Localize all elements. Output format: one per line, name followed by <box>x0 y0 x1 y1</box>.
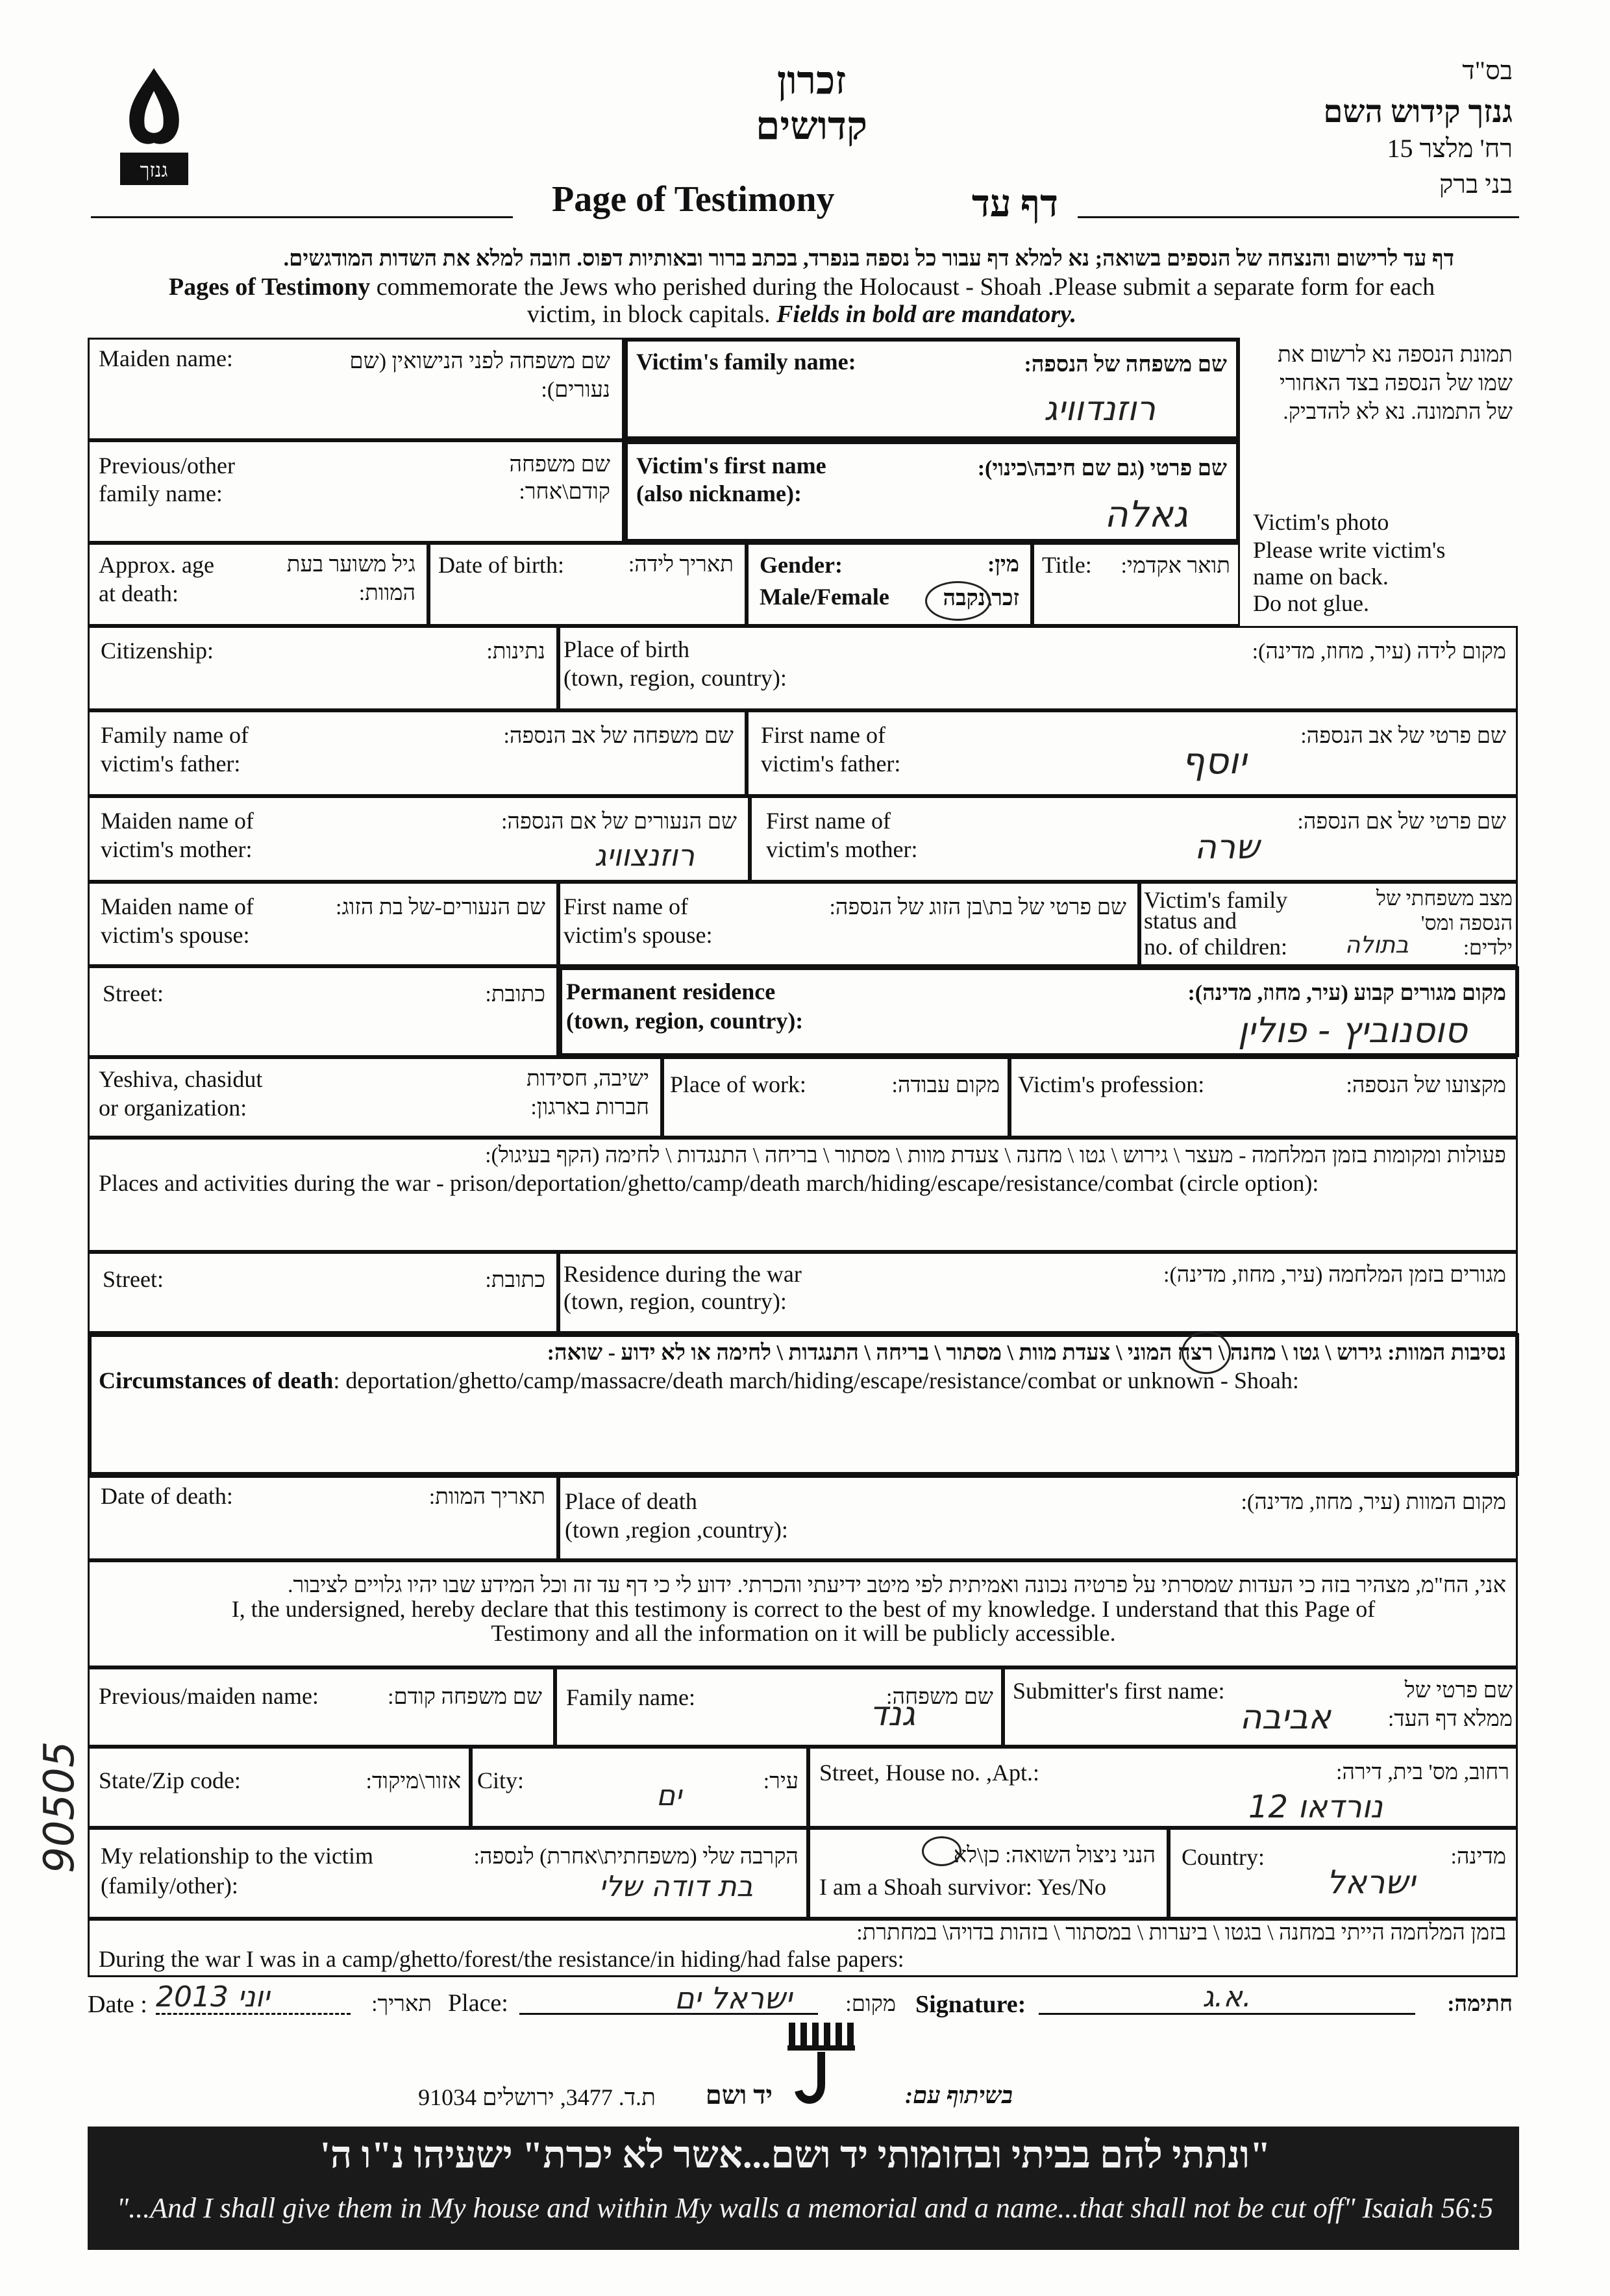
smaid-label-en-2: victim's spouse: <box>101 922 250 948</box>
place-label-he: מקום: <box>845 1992 896 2016</box>
sub-fam-value: גנד <box>869 1695 915 1734</box>
city-label-he: עיר: <box>763 1769 799 1793</box>
prev-label-en-1: Previous/other <box>99 453 235 479</box>
mfirst-label-he: שם פרטי של אם הנספה: <box>1297 810 1506 834</box>
place-label-en: Place: <box>448 1990 508 2017</box>
intro-en-line1 <box>84 273 1519 301</box>
date-value-text: 2013 יוני <box>156 1980 270 2014</box>
status-label-en-3: no. of children: <box>1144 934 1287 960</box>
family-label-en: Victim's family name: <box>636 349 856 375</box>
yeshiva-label-he: ישיבה, חסידות חברות בארגון: <box>526 1067 649 1119</box>
sub-first-value: אביבה <box>1239 1698 1331 1737</box>
prev-label-he: שם משפחה קודם\אחר: <box>509 453 610 504</box>
quote-he: "ונתתי להם בביתי ובחומותי יד ושם...אשר לא יכרת" ישעיהו נ"ו ה' <box>319 2134 1271 2176</box>
mfirst-label-en-2: victim's mother: <box>766 836 918 862</box>
places-label-en: Places and activities during the war - prison/deportation/ghetto/camp/death march/hiding/escape/resistance/combat (circle option): <box>99 1170 1319 1196</box>
sub-street-label-en: Street, House no. ,Apt.: <box>819 1760 1039 1786</box>
mmaid-label-en-1: Maiden name of <box>101 808 254 834</box>
sfirst-label-en-1: First name of <box>564 893 688 919</box>
mfirst-value: שרה <box>1194 828 1259 867</box>
gender-circle-female <box>925 581 991 621</box>
kedoshim-title: קדושים <box>756 105 867 147</box>
sign-value[interactable] <box>1039 1980 1415 2015</box>
sub-first-label-he: שם פרטי של ממלא דף העד: <box>1387 1678 1513 1731</box>
ffirst-label-he: שם פרטי של אב הנספה: <box>1300 724 1506 748</box>
during-label-en: During the war I was in a camp/ghetto/forest/the resistance/in hiding/had false papers: <box>99 1946 904 1972</box>
age-label-he: גיל משוער בעת המוות: <box>286 553 415 605</box>
rel-label-he: הקרבה שלי (משפחתית\אחרת) לנספה: <box>473 1845 799 1869</box>
street-label-he: כתובת: <box>485 982 545 1006</box>
circ-label-en-bold: Circumstances of death <box>99 1367 334 1393</box>
sub-fam-label-en: Family name: <box>566 1684 695 1710</box>
date-label-en: Date : <box>88 1991 147 2018</box>
rel-value: בת דודה שלי <box>599 1870 753 1903</box>
maiden-label-en: Maiden name: <box>99 345 233 371</box>
sub-first-label-en: Submitter's first name: <box>1013 1678 1225 1704</box>
photo-label-2: Please write victim's <box>1253 537 1446 563</box>
flame-logo-icon <box>114 65 195 188</box>
pod-label-he: מקום המוות (עיר, מחוז, מדינה): <box>1241 1490 1506 1514</box>
wres-label-he: מגורים בזמן המלחמה (עיר, מחוז, מדינה): <box>1163 1263 1506 1287</box>
mmaid-value: רוזנצוויג <box>594 838 695 873</box>
place-value[interactable] <box>519 1980 818 2015</box>
citizen-label-he: נתינות: <box>486 640 545 664</box>
sub-fam-label-he: שם משפחה: <box>886 1685 993 1709</box>
gender-label-en-1: Gender: <box>760 552 843 578</box>
gender-label-he-2: זכר\נקבה <box>943 586 1019 610</box>
bsd-mark: בס"ד <box>1462 56 1513 85</box>
photo-instructions-he: תמונת הנספה נא לרשום את שמו של הנספה בצד האחורי של התמונה. נא לא להדביק. <box>1278 343 1513 424</box>
age-label-en-1: Approx. age <box>99 552 214 578</box>
during-label-he: בזמן המלחמה הייתי במחנה \ בגטו \ ביערות \ במסתור \ בזהות בדויה\ במחתרת: <box>856 1921 1506 1945</box>
age-label-en-2: at death: <box>99 580 179 606</box>
surv-no-mark <box>922 1836 961 1866</box>
side-number: 90505 <box>36 1741 84 1873</box>
mmaid-label-en-2: victim's mother: <box>101 836 253 862</box>
smaid-label-en-1: Maiden name of <box>101 893 254 919</box>
ffam-label-en-1: Family name of <box>101 722 249 748</box>
intro-en-text2: victim, in block capitals. <box>526 301 771 328</box>
ffam-label-en-2: victim's father: <box>101 751 241 777</box>
status-label-he: מצב משפחתי של הנספה ומס' ילדים: <box>1376 886 1513 959</box>
prev-label-en-2: family name: <box>99 480 223 506</box>
country-label-he: מדינה: <box>1450 1845 1506 1869</box>
perm-label-en-2: (town, region, country): <box>566 1008 804 1034</box>
ffirst-label-en-2: victim's father: <box>761 751 901 777</box>
declaration-en-1: I, the undersigned, hereby declare that this testimony is correct to the best of my knowledge. I understand that this Page of <box>231 1596 1376 1622</box>
date-label-he: תאריך: <box>371 1992 432 2016</box>
pob-label-en-1: Place of birth <box>564 636 689 662</box>
wres-label-en-1: Residence during the war <box>564 1261 802 1287</box>
citizen-label-en: Citizenship: <box>101 638 214 664</box>
prof-label-en: Victim's profession: <box>1018 1071 1205 1097</box>
pod-label-en-1: Place of death <box>565 1488 697 1514</box>
wstreet-label-en: Street: <box>103 1266 164 1292</box>
maiden-label-he: שם משפחה לפני הנישואין (שם נעורים): <box>349 349 610 402</box>
pod-label-en-2: (town ,region ,country): <box>565 1517 788 1543</box>
ffam-label-he: שם משפחה של אב הנספה: <box>503 724 734 748</box>
menorah-logo-icon <box>782 2019 867 2117</box>
circ-label-en-text: : deportation/ghetto/camp/massacre/death march/hiding/escape/resistance/combat or unknown - Shoah: <box>333 1367 1299 1393</box>
yeshiva-label-en-2: or organization: <box>99 1095 247 1121</box>
family-value: רוזנדוויג <box>1043 390 1156 429</box>
ffirst-value: יוסף <box>1182 740 1246 782</box>
intro-en-mandatory: Fields in bold are mandatory. <box>776 301 1077 328</box>
circ-label-he: נסיבות המוות: גירוש \ גטו \ מחנה \ רצח המוני \ צעדת מוות \ מסתור \ בריחה \ התנגדות \ לחימה או לא ידוע - שואה: <box>547 1341 1506 1365</box>
work-label-en: Place of work: <box>670 1071 806 1097</box>
zip-label-en: State/Zip code: <box>99 1767 241 1793</box>
intro-he: דף עד לרישום והנצחה של הנספים בשואה; נא למלא דף עבור כל נספה בנפרד, בכתב ברור ובאותיות דפוס. חובה למלא את השדות המודגשים. <box>283 247 1454 271</box>
sub-street-value: נורדאו 12 <box>1248 1789 1383 1825</box>
mfirst-label-en-1: First name of <box>766 808 891 834</box>
sfirst-label-en-2: victim's spouse: <box>564 922 713 948</box>
first-label-en-2: (also nickname): <box>636 480 802 506</box>
pob-label-en-2: (town, region, country): <box>564 665 787 691</box>
city-value: ים <box>656 1779 682 1812</box>
zikaron-title: זכרון <box>776 59 847 102</box>
work-label-he: מקום עבודה: <box>891 1073 1000 1097</box>
sub-street-label-he: רחוב, מס' בית, דירה: <box>1335 1760 1509 1784</box>
dob-label-en: Date of birth: <box>438 552 564 578</box>
page-title-en: Page of Testimony <box>552 179 835 219</box>
place-value-text: ישראל ים <box>674 1980 792 2015</box>
archive-city: בני ברק <box>1439 169 1513 199</box>
first-value: גאלה <box>1104 493 1188 536</box>
quote-en: "...And I shall give them in My house and within My walls a memorial and a name...that shall not be cut off" Isaiah 56:5 <box>116 2192 1494 2224</box>
country-value: ישראל <box>1326 1864 1415 1901</box>
perm-label-he: מקום מגורים קבוע (עיר, מחוז, מדינה): <box>1187 981 1506 1005</box>
yad-vashem-name: יד ושם <box>705 2080 773 2110</box>
dob-label-he: תאריך לידה: <box>628 553 734 577</box>
sign-label-en: Signature: <box>915 1991 1026 2018</box>
rel-label-en-1: My relationship to the victim <box>101 1843 373 1869</box>
yeshiva-label-en-1: Yeshiva, chasidut <box>99 1066 263 1092</box>
street-label-en: Street: <box>103 980 164 1006</box>
gender-label-en-2: Male/Female <box>760 584 889 610</box>
intro-en-bold: Pages of Testimony <box>168 273 371 301</box>
first-label-en-1: Victim's first name <box>636 453 826 479</box>
intro-en-text1: commemorate the Jews who perished during the Holocaust - Shoah .Please submit a separate form for each <box>376 273 1435 301</box>
surv-label-en: I am a Shoah survivor: Yes/No <box>819 1874 1106 1900</box>
surv-label-he: הנני ניצול השואה: כן\לא <box>953 1843 1156 1867</box>
title-label-he: תואר אקדמי: <box>1121 554 1230 578</box>
wstreet-label-he: כתובת: <box>485 1268 545 1292</box>
circle-camp-mark <box>1182 1331 1231 1374</box>
status-value: בתולה <box>1344 932 1409 958</box>
archive-street: רח' מלצר 15 <box>1387 134 1513 163</box>
sign-label-he: חתימה: <box>1447 1992 1513 2016</box>
ffirst-label-en-1: First name of <box>761 722 886 748</box>
partner-label: בשיתוף עם: <box>905 2082 1013 2108</box>
sfirst-label-he: שם פרטי של בת\בן הזוג של הנספה: <box>829 895 1126 919</box>
mmaid-label-he: שם הנעורים של אם הנספה: <box>501 810 737 834</box>
archive-name: גנזך קידוש השם <box>1323 95 1513 129</box>
yad-vashem-address: ת.ד. 3477, ירושלים 91034 <box>418 2084 656 2110</box>
title-label-en: Title: <box>1042 552 1092 578</box>
date-value[interactable] <box>156 1980 351 2015</box>
sign-value-text: א.ג. <box>1202 1980 1252 2014</box>
zip-label-he: אזור\מיקוד: <box>365 1769 461 1793</box>
photo-label-1: Victim's photo <box>1253 509 1389 535</box>
svg-text:גנזך: גנזך <box>140 159 168 182</box>
page-title-he: דף עד <box>971 182 1058 225</box>
gender-label-he-1: מין: <box>987 553 1019 577</box>
pob-label-he: מקום לידה (עיר, מחוז, מדינה): <box>1252 640 1506 664</box>
circ-label-en <box>99 1366 1514 1395</box>
wres-label-en-2: (town, region, country): <box>564 1288 787 1314</box>
photo-label-3: name on back. <box>1253 564 1389 590</box>
places-label-he: פעולות ומקומות בזמן המלחמה - מעצר \ גירוש \ גטו \ מחנה \ צעדת מוות \ מסתור \ בריחה \ התנגדות \ לחימה (הקף בעיגול): <box>485 1143 1506 1167</box>
smaid-label-he: שם הנעורים-של בת הזוג: <box>336 895 545 919</box>
perm-value: סוסנוביץ - פולין <box>1237 1010 1467 1051</box>
declaration-he: אני, הח"מ, מצהיר בזה כי העדות שמסרתי על פרטיה נכונה ואמיתית לפי מיטב ידיעתי והכרתי. ידוע לי כי דף עד זה וכל המידע שבו יהיו גלויים לציבור. <box>288 1573 1506 1597</box>
dod-label-en: Date of death: <box>101 1483 233 1509</box>
dod-label-he: תאריך המוות: <box>428 1485 545 1509</box>
city-label-en: City: <box>477 1767 525 1793</box>
declaration-en-2: Testimony and all the information on it will be publicly accessible. <box>491 1620 1116 1646</box>
sub-prev-label-he: שם משפחה קודם: <box>388 1685 542 1709</box>
country-label-en: Country: <box>1182 1844 1265 1870</box>
sub-prev-label-en: Previous/maiden name: <box>99 1683 319 1709</box>
intro-en-line2 <box>84 300 1519 329</box>
perm-label-en-1: Permanent residence <box>566 979 776 1004</box>
status-label-en-1: Victim's family <box>1144 887 1288 913</box>
rel-label-en-2: (family/other): <box>101 1873 238 1899</box>
photo-label-4: Do not glue. <box>1253 590 1369 616</box>
family-label-he: שם משפחה של הנספה: <box>1024 353 1227 377</box>
prof-label-he: מקצועו של הנספה: <box>1346 1073 1506 1097</box>
first-label-he: שם פרטי (גם שם חיבה\כינוי): <box>977 456 1227 480</box>
status-label-en-2: status and <box>1144 908 1237 934</box>
